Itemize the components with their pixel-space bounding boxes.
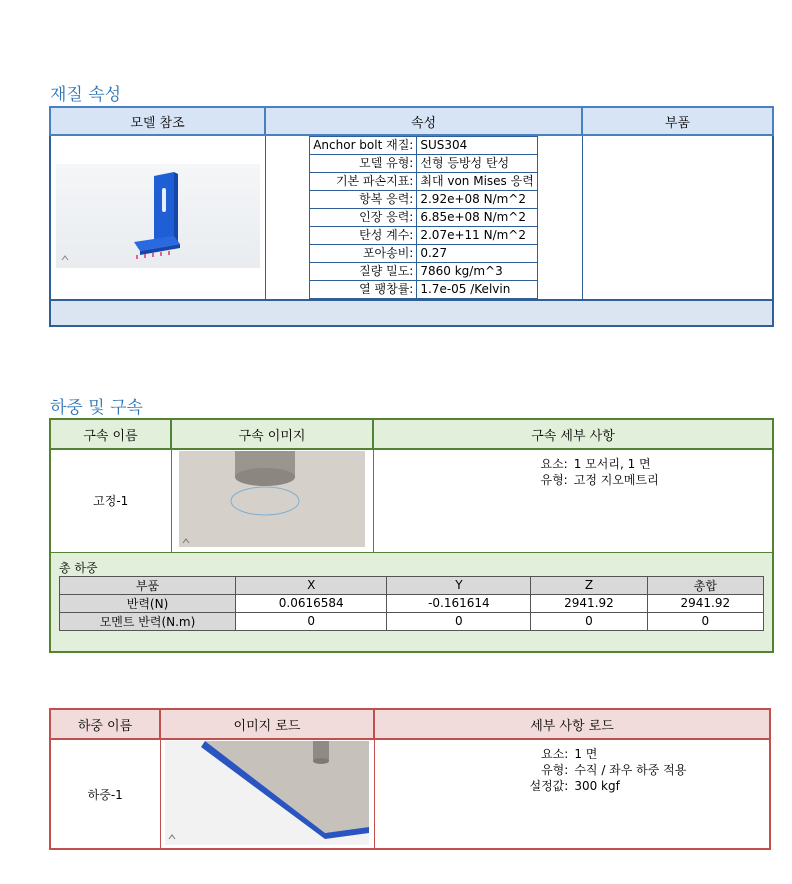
detail-value: 수직 / 좌우 하중 적용 bbox=[574, 763, 687, 777]
material-col-props: 속성 bbox=[265, 107, 582, 135]
fixture-image-cell bbox=[171, 449, 373, 552]
detail-value: 300 kgf bbox=[574, 779, 620, 793]
material-col-model: 모델 참조 bbox=[50, 107, 265, 135]
detail-value: 1 면 bbox=[574, 747, 598, 761]
reaction-cell: 2941.92 bbox=[531, 594, 647, 612]
material-parts-cell bbox=[582, 135, 773, 300]
reaction-cell: 0.0616584 bbox=[236, 594, 387, 612]
reaction-cell: 0 bbox=[387, 612, 531, 630]
material-properties bbox=[309, 136, 538, 299]
prop-key: 인장 응력: bbox=[310, 209, 417, 227]
prop-value: 선형 등방성 탄성 bbox=[417, 155, 537, 173]
load-image bbox=[165, 741, 369, 845]
material-heading: 재질 속성 bbox=[50, 85, 122, 105]
prop-value: 6.85e+08 N/m^2 bbox=[417, 209, 537, 227]
fixture-image bbox=[179, 451, 365, 547]
prop-key: 포아송비: bbox=[310, 245, 417, 263]
anchor-bracket-image bbox=[56, 164, 260, 268]
reaction-cell: -0.161614 bbox=[387, 594, 531, 612]
prop-key: 기본 파손지표: bbox=[310, 173, 417, 191]
reaction-force-table bbox=[59, 576, 764, 631]
material-table bbox=[49, 106, 774, 327]
load-details-cell bbox=[374, 739, 770, 849]
total-load-title: 총 하중 bbox=[59, 560, 98, 575]
detail-key: 요소: bbox=[541, 747, 569, 761]
prop-key: 탄성 계수: bbox=[310, 227, 417, 245]
fixture-name: 고정-1 bbox=[50, 449, 171, 552]
load-details bbox=[527, 746, 690, 794]
prop-key: 열 팽창률: bbox=[310, 281, 417, 299]
reaction-col-x: X bbox=[236, 576, 387, 594]
fixture-details-cell bbox=[373, 449, 773, 552]
fixtures-heading: 하중 및 구속 bbox=[50, 398, 143, 418]
detail-key: 유형: bbox=[540, 473, 568, 487]
reaction-col-total: 총합 bbox=[647, 576, 763, 594]
load-col-details: 세부 사항 로드 bbox=[374, 709, 770, 739]
reaction-cell: 0 bbox=[236, 612, 387, 630]
material-footer bbox=[50, 300, 773, 326]
reaction-row-label: 반력(N) bbox=[60, 594, 236, 612]
load-col-image: 이미지 로드 bbox=[160, 709, 374, 739]
fixture-details bbox=[538, 456, 662, 488]
prop-key: 질량 밀도: bbox=[310, 263, 417, 281]
prop-value: SUS304 bbox=[417, 137, 537, 155]
reaction-col-y: Y bbox=[387, 576, 531, 594]
fixture-col-image: 구속 이미지 bbox=[171, 419, 373, 449]
reaction-cell: 0 bbox=[647, 612, 763, 630]
model-preview-cell bbox=[50, 135, 265, 300]
prop-value: 2.07e+11 N/m^2 bbox=[417, 227, 537, 245]
prop-value: 2.92e+08 N/m^2 bbox=[417, 191, 537, 209]
detail-value: 고정 지오메트리 bbox=[573, 473, 659, 487]
prop-value: 0.27 bbox=[417, 245, 537, 263]
reaction-col-z: Z bbox=[531, 576, 647, 594]
reaction-cell: 2941.92 bbox=[647, 594, 763, 612]
prop-value: 1.7e-05 /Kelvin bbox=[417, 281, 537, 299]
reaction-row-label: 모멘트 반력(N.m) bbox=[60, 612, 236, 630]
material-col-parts: 부품 bbox=[582, 107, 773, 135]
prop-value: 최대 von Mises 응력 bbox=[417, 173, 537, 191]
detail-key: 요소: bbox=[540, 457, 568, 471]
total-load-section bbox=[50, 552, 773, 652]
fixture-col-name: 구속 이름 bbox=[50, 419, 171, 449]
load-col-name: 하중 이름 bbox=[50, 709, 160, 739]
material-properties-cell bbox=[265, 135, 582, 300]
fixtures-table bbox=[49, 418, 774, 653]
prop-key: 항복 응력: bbox=[310, 191, 417, 209]
load-name: 하중-1 bbox=[50, 739, 160, 849]
load-table bbox=[49, 708, 771, 850]
fixture-col-details: 구속 세부 사항 bbox=[373, 419, 773, 449]
reaction-col-part: 부품 bbox=[60, 576, 236, 594]
load-image-cell bbox=[160, 739, 374, 849]
detail-key: 유형: bbox=[541, 763, 569, 777]
detail-value: 1 모서리, 1 면 bbox=[573, 457, 651, 471]
prop-key: 모델 유형: bbox=[310, 155, 417, 173]
prop-value: 7860 kg/m^3 bbox=[417, 263, 537, 281]
reaction-cell: 0 bbox=[531, 612, 647, 630]
detail-key: 설정값: bbox=[529, 779, 569, 793]
prop-key: Anchor bolt 재질: bbox=[310, 137, 417, 155]
